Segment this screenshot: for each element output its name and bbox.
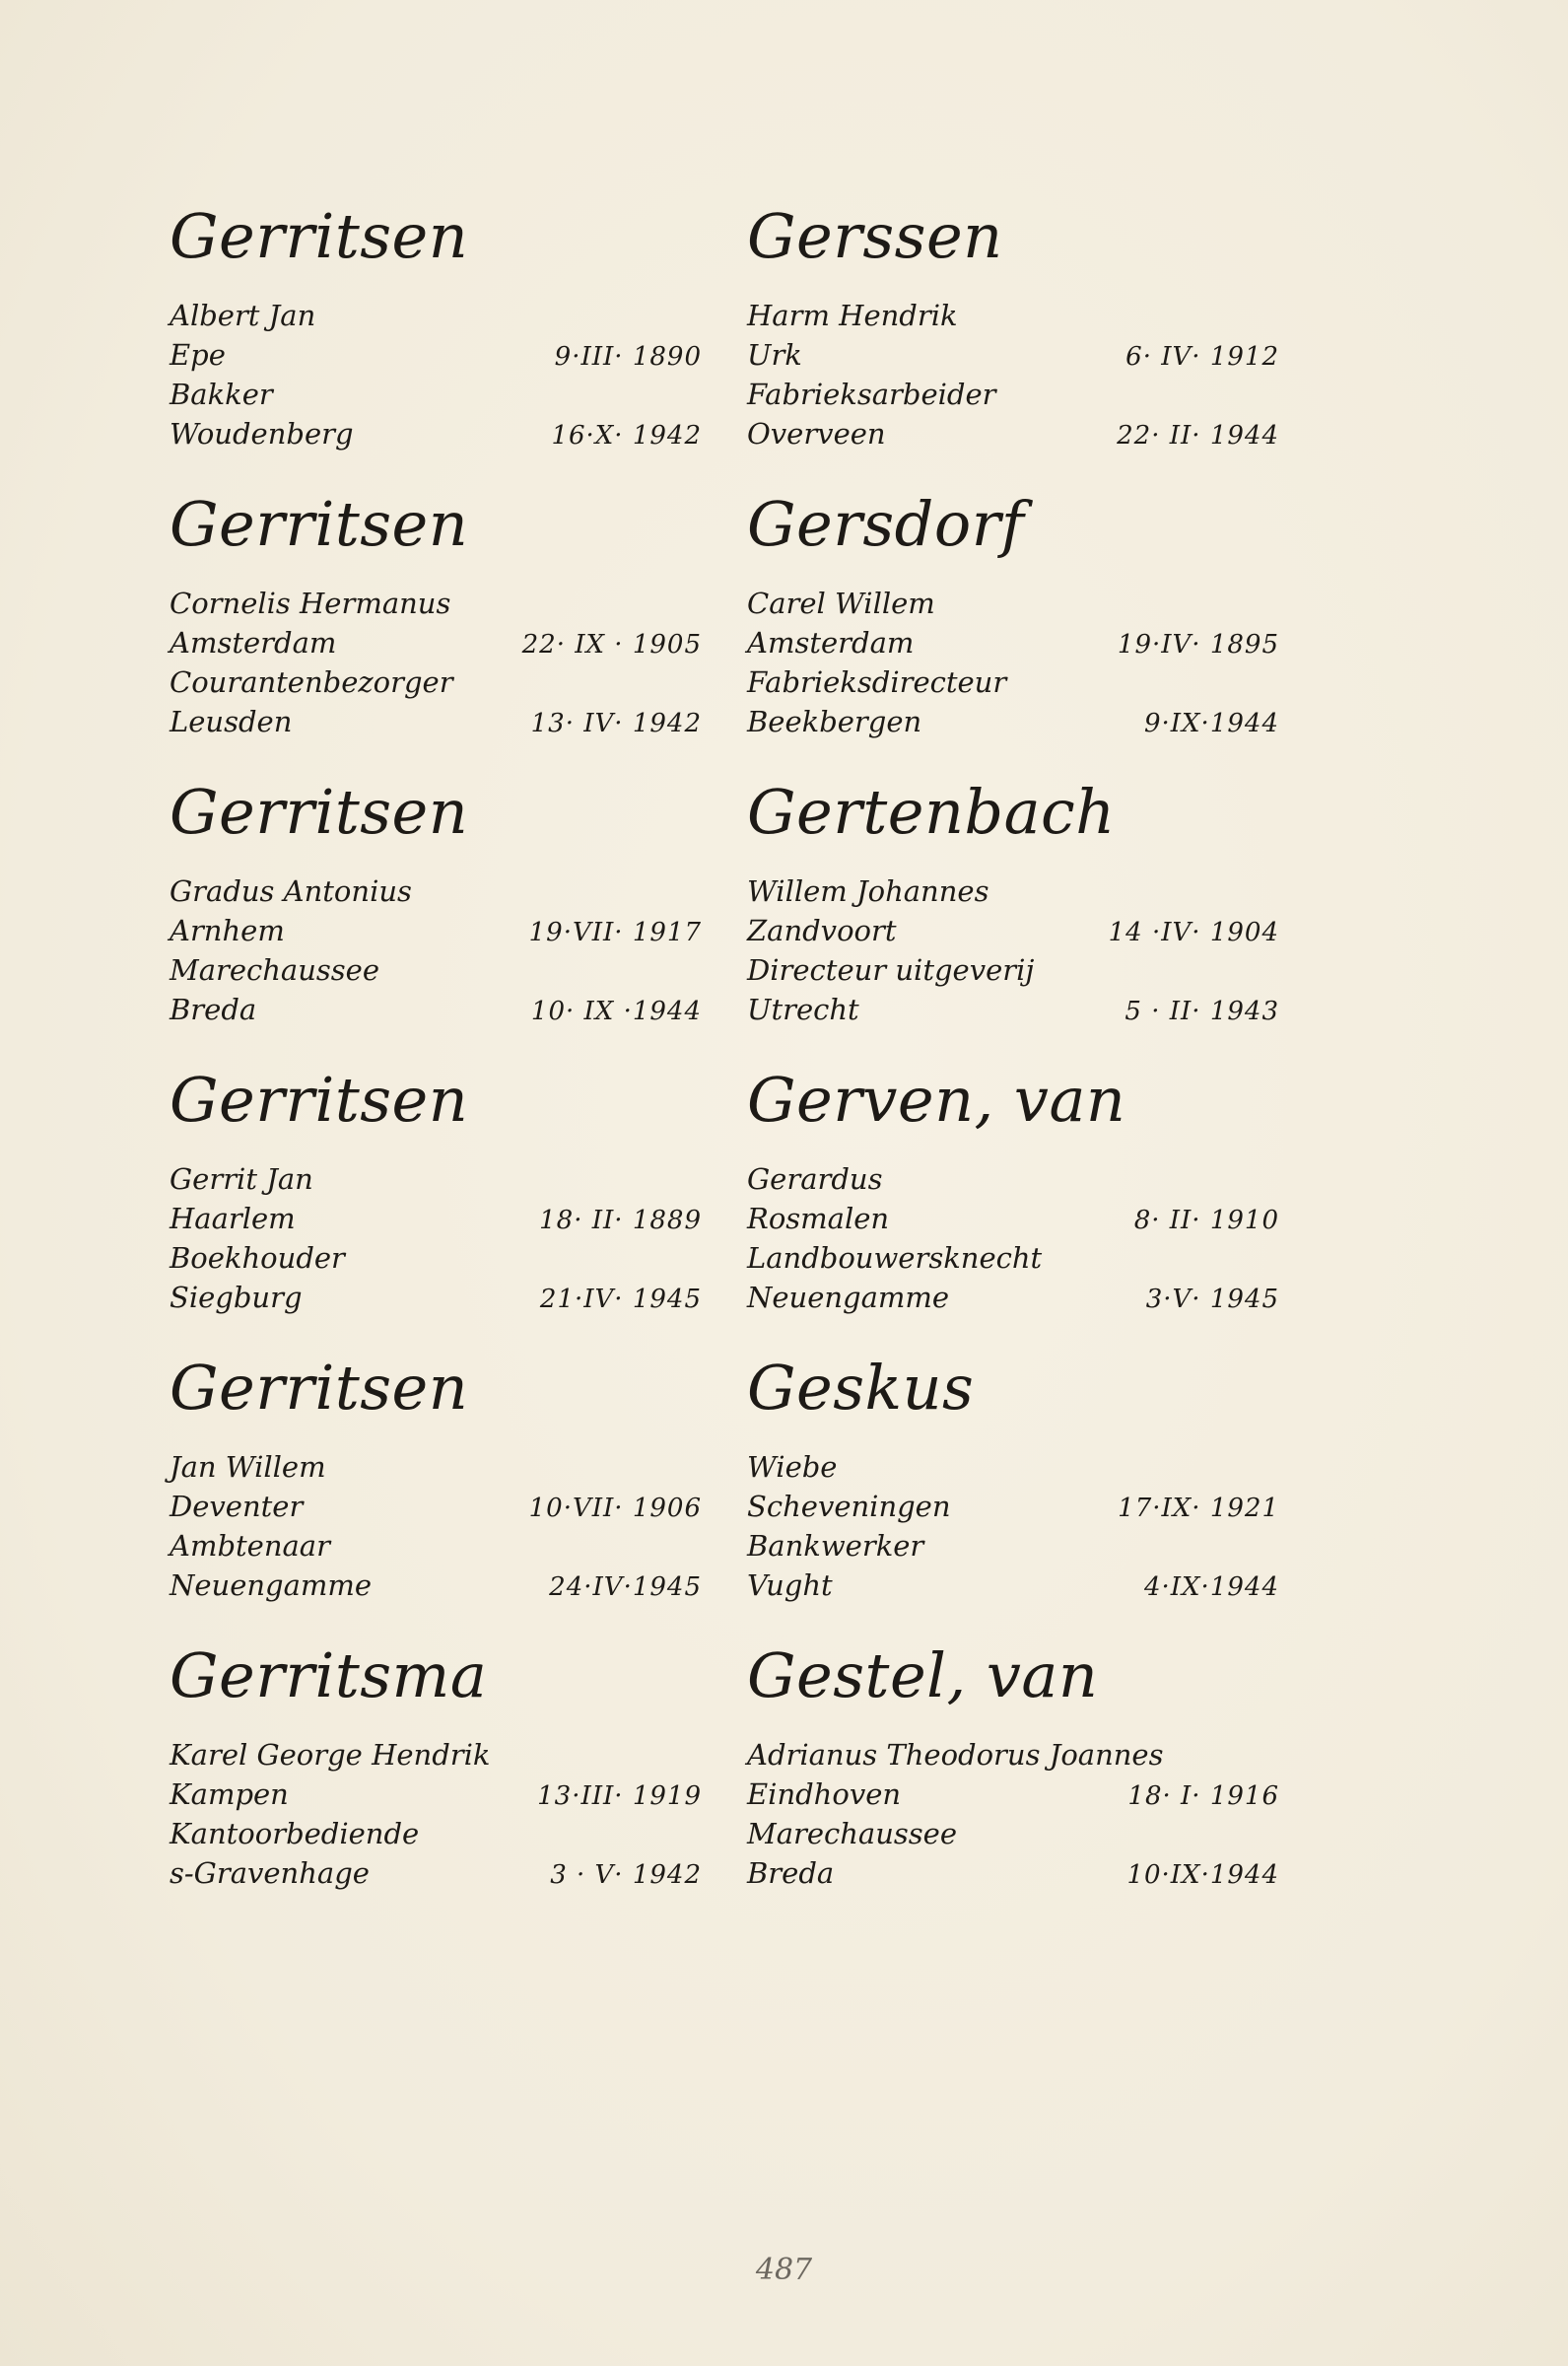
death-line xyxy=(747,1278,1279,1317)
death-line xyxy=(170,990,702,1029)
deathplace: Woudenberg xyxy=(170,417,354,451)
deathplace: Overveen xyxy=(747,417,886,451)
birthdate: 18· II· 1889 xyxy=(539,1206,702,1235)
deathplace: s-Gravenhage xyxy=(170,1856,370,1890)
occupation-line xyxy=(747,950,1279,990)
surname: Gestel, van xyxy=(747,1639,1099,1711)
surname: Geskus xyxy=(747,1352,975,1424)
death-line xyxy=(747,1566,1279,1605)
right-column xyxy=(747,197,1279,1924)
deathplace: Beekbergen xyxy=(747,705,922,738)
given-names: Gerardus xyxy=(747,1162,883,1196)
given-names: Karel George Hendrik xyxy=(170,1738,491,1772)
deathdate: 13· IV· 1942 xyxy=(530,709,702,738)
deathplace: Siegburg xyxy=(170,1281,303,1314)
deathplace: Vught xyxy=(747,1568,833,1602)
given-names: Gradus Antonius xyxy=(170,874,412,908)
occupation: Fabrieksdirecteur xyxy=(747,665,1007,699)
entry xyxy=(170,485,702,773)
birthdate: 17·IX· 1921 xyxy=(1118,1494,1279,1523)
birthdate: 6· IV· 1912 xyxy=(1125,342,1279,372)
surname: Gerritsen xyxy=(170,776,469,848)
entry xyxy=(747,197,1279,485)
surname: Gerssen xyxy=(747,200,1003,272)
given-names-line xyxy=(747,296,1279,335)
birthplace: Haarlem xyxy=(170,1202,296,1235)
deathdate: 21·IV· 1945 xyxy=(539,1285,702,1314)
deathdate: 4·IX·1944 xyxy=(1143,1572,1279,1602)
birth-line xyxy=(747,623,1279,662)
deathdate: 10· IX ·1944 xyxy=(530,997,702,1026)
occupation: Ambtenaar xyxy=(170,1529,330,1563)
deathdate: 9·IX·1944 xyxy=(1143,709,1279,738)
deathdate: 24·IV·1945 xyxy=(549,1572,702,1602)
occupation-line xyxy=(170,1814,702,1853)
surname: Gertenbach xyxy=(747,776,1116,848)
deathplace: Neuengamme xyxy=(170,1568,373,1602)
given-names-line xyxy=(170,1159,702,1199)
birthplace: Eindhoven xyxy=(747,1777,902,1811)
birth-line xyxy=(170,1199,702,1238)
death-line xyxy=(747,414,1279,453)
birthdate: 19·VII· 1917 xyxy=(528,918,702,947)
deathdate: 22· II· 1944 xyxy=(1117,421,1279,451)
birth-line xyxy=(747,911,1279,950)
birthdate: 10·VII· 1906 xyxy=(528,1494,702,1523)
entry xyxy=(747,485,1279,773)
occupation: Courantenbezorger xyxy=(170,665,453,699)
birth-line xyxy=(747,335,1279,375)
occupation-line xyxy=(747,662,1279,702)
surname: Gersdorf xyxy=(747,488,1025,560)
given-names: Albert Jan xyxy=(170,299,316,332)
death-line xyxy=(747,702,1279,741)
deathdate: 10·IX·1944 xyxy=(1126,1860,1279,1890)
occupation: Marechaussee xyxy=(747,1817,957,1850)
given-names-line xyxy=(170,1447,702,1487)
entry xyxy=(170,1349,702,1636)
occupation: Marechaussee xyxy=(170,953,379,987)
occupation: Bankwerker xyxy=(747,1529,924,1563)
surname: Gerritsen xyxy=(170,200,469,272)
occupation: Kantoorbediende xyxy=(170,1817,420,1850)
birthplace: Kampen xyxy=(170,1777,289,1811)
given-names: Harm Hendrik xyxy=(747,299,958,332)
birthplace: Arnhem xyxy=(170,914,285,947)
occupation: Landbouwersknecht xyxy=(747,1241,1043,1275)
given-names: Carel Willem xyxy=(747,587,935,620)
birth-line xyxy=(747,1199,1279,1238)
entry xyxy=(170,197,702,485)
occupation-line xyxy=(170,1526,702,1566)
death-line xyxy=(747,1853,1279,1893)
entry xyxy=(170,1061,702,1349)
given-names-line xyxy=(747,1159,1279,1199)
occupation-line xyxy=(170,375,702,414)
given-names-line xyxy=(170,871,702,911)
given-names: Jan Willem xyxy=(170,1450,326,1484)
surname: Gerven, van xyxy=(747,1064,1126,1136)
given-names-line xyxy=(747,584,1279,623)
left-column xyxy=(170,197,702,1924)
occupation: Directeur uitgeverij xyxy=(747,953,1035,987)
given-names-line xyxy=(747,871,1279,911)
occupation-line xyxy=(170,950,702,990)
deathplace: Neuengamme xyxy=(747,1281,950,1314)
death-line xyxy=(170,1566,702,1605)
occupation: Bakker xyxy=(170,378,273,411)
birthplace: Epe xyxy=(170,338,226,372)
deathplace: Leusden xyxy=(170,705,293,738)
birthplace: Deventer xyxy=(170,1490,304,1523)
death-line xyxy=(747,990,1279,1029)
entry xyxy=(170,773,702,1061)
birth-line xyxy=(747,1487,1279,1526)
death-line xyxy=(170,414,702,453)
entry xyxy=(170,1636,702,1924)
death-line xyxy=(170,702,702,741)
deathdate: 3·V· 1945 xyxy=(1145,1285,1279,1314)
occupation-line xyxy=(170,662,702,702)
entry xyxy=(747,773,1279,1061)
birthplace: Urk xyxy=(747,338,802,372)
birthdate: 19·IV· 1895 xyxy=(1117,630,1279,660)
deathplace: Breda xyxy=(170,993,257,1026)
death-line xyxy=(170,1853,702,1893)
given-names-line xyxy=(170,584,702,623)
deathdate: 5 · II· 1943 xyxy=(1125,997,1279,1026)
birthdate: 22· IX · 1905 xyxy=(521,630,702,660)
birthplace: Amsterdam xyxy=(747,626,915,660)
given-names: Wiebe xyxy=(747,1450,838,1484)
occupation-line xyxy=(747,1238,1279,1278)
birthplace: Amsterdam xyxy=(170,626,337,660)
birthplace: Zandvoort xyxy=(747,914,897,947)
surname: Gerritsen xyxy=(170,1352,469,1424)
birth-line xyxy=(170,911,702,950)
birthdate: 14 ·IV· 1904 xyxy=(1108,918,1279,947)
death-line xyxy=(170,1278,702,1317)
occupation-line xyxy=(747,1526,1279,1566)
birthdate: 8· II· 1910 xyxy=(1133,1206,1279,1235)
occupation-line xyxy=(170,1238,702,1278)
occupation-line xyxy=(747,375,1279,414)
given-names: Adrianus Theodorus Joannes xyxy=(747,1738,1164,1772)
birth-line xyxy=(170,1487,702,1526)
surname: Gerritsen xyxy=(170,488,469,560)
birthdate: 9·III· 1890 xyxy=(554,342,702,372)
birthdate: 13·III· 1919 xyxy=(537,1781,702,1811)
given-names-line xyxy=(747,1447,1279,1487)
entry xyxy=(747,1636,1279,1924)
page-number: 487 xyxy=(755,2253,813,2287)
birthdate: 18· I· 1916 xyxy=(1127,1781,1279,1811)
surname: Gerritsma xyxy=(170,1639,488,1711)
occupation: Boekhouder xyxy=(170,1241,345,1275)
occupation: Fabrieksarbeider xyxy=(747,378,996,411)
birth-line xyxy=(170,335,702,375)
surname: Gerritsen xyxy=(170,1064,469,1136)
entry xyxy=(747,1349,1279,1636)
deathdate: 16·X· 1942 xyxy=(551,421,702,451)
birth-line xyxy=(747,1774,1279,1814)
given-names: Cornelis Hermanus xyxy=(170,587,451,620)
deathplace: Breda xyxy=(747,1856,835,1890)
given-names: Gerrit Jan xyxy=(170,1162,313,1196)
deathdate: 3 · V· 1942 xyxy=(550,1860,702,1890)
given-names-line xyxy=(747,1735,1279,1774)
deathplace: Utrecht xyxy=(747,993,859,1026)
given-names-line xyxy=(170,296,702,335)
birthplace: Scheveningen xyxy=(747,1490,951,1523)
birthplace: Rosmalen xyxy=(747,1202,890,1235)
given-names: Willem Johannes xyxy=(747,874,989,908)
birth-line xyxy=(170,623,702,662)
occupation-line xyxy=(747,1814,1279,1853)
birth-line xyxy=(170,1774,702,1814)
given-names-line xyxy=(170,1735,702,1774)
entry xyxy=(747,1061,1279,1349)
